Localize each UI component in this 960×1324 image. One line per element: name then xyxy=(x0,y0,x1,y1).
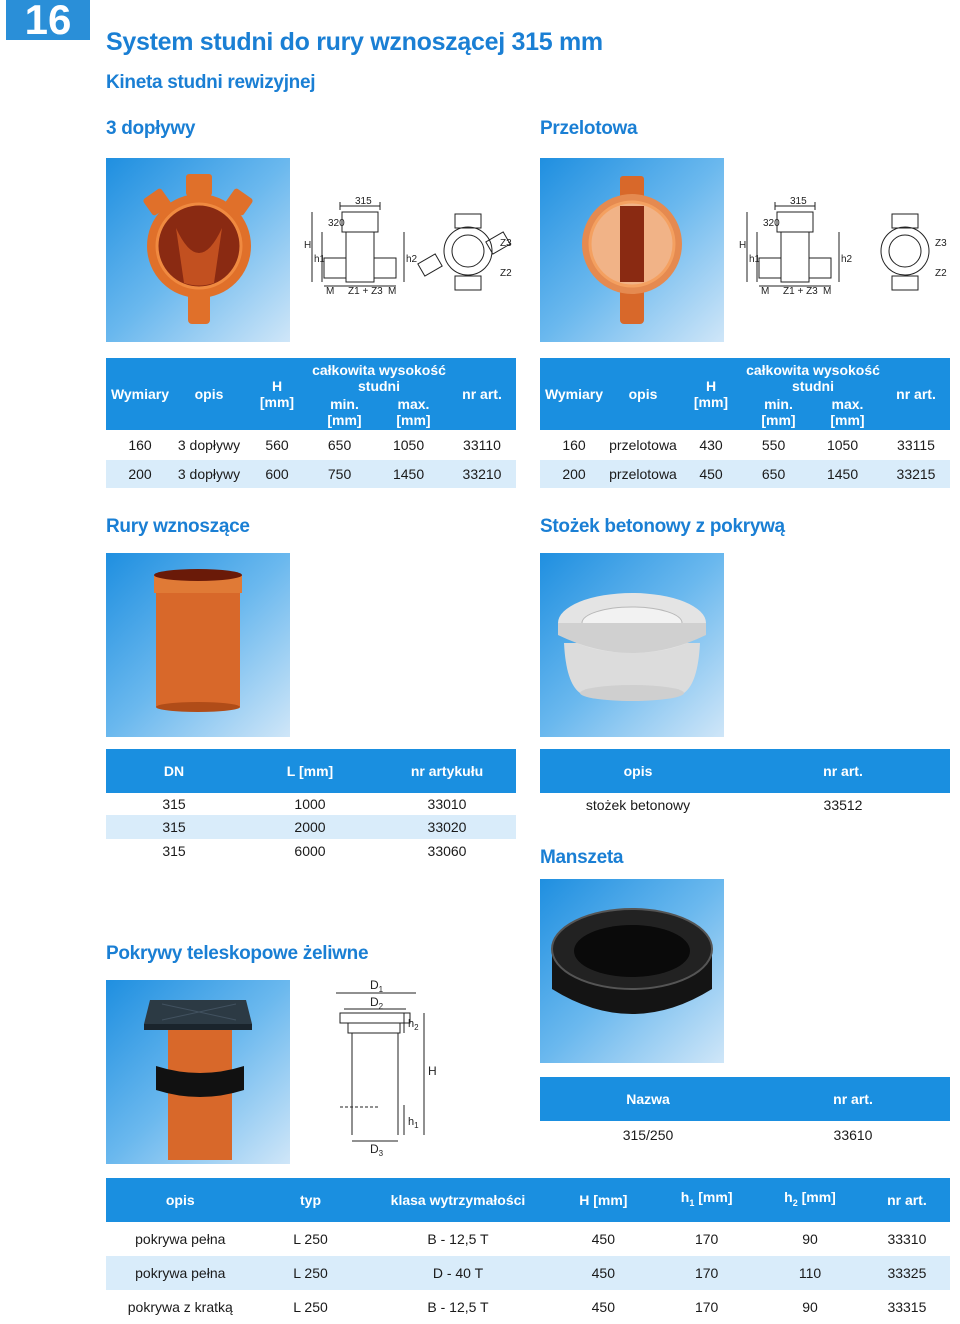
dim-h2: h2 xyxy=(406,254,418,265)
cell: L 250 xyxy=(255,1256,367,1290)
th-h: H [mm] xyxy=(678,358,744,430)
cell: 33215 xyxy=(882,460,950,488)
cell: 160 xyxy=(562,437,586,453)
cell: 1050 xyxy=(392,437,425,453)
cell: 315/250 xyxy=(622,1127,674,1143)
table-covers xyxy=(106,1178,950,1324)
heading-cone: Stożek betonowy z pokrywą xyxy=(540,516,785,537)
cell: 450 xyxy=(678,460,744,488)
cell: 1000 xyxy=(294,796,326,812)
th-dn: DN xyxy=(106,749,242,793)
page-subtitle: Kineta studni rewizyjnej xyxy=(106,72,316,93)
cell: 33060 xyxy=(427,843,467,859)
table-row xyxy=(106,839,516,863)
drawing-through-chamber xyxy=(735,196,950,296)
drawing-inlet-chamber xyxy=(300,196,515,296)
th-total-label: całkowita wysokość studni xyxy=(312,362,446,394)
cell: 315 xyxy=(106,815,242,839)
th-min: min. [mm] xyxy=(761,396,796,428)
dim-320: 320 xyxy=(763,218,780,229)
th-total xyxy=(744,358,882,430)
page-number: 16 xyxy=(6,0,90,40)
th-opis: opis xyxy=(540,749,736,793)
th-nr: nr art. xyxy=(864,1178,950,1222)
th-typ: typ xyxy=(255,1178,367,1222)
cell: 33315 xyxy=(887,1299,927,1315)
photo-inlet-chamber xyxy=(106,158,290,342)
th-h2: $h_2$ [mm] xyxy=(756,1178,864,1222)
cell: 450 xyxy=(591,1299,615,1315)
cell: 1450 xyxy=(803,460,882,488)
cell: 650 xyxy=(744,460,803,488)
table-collar xyxy=(540,1077,950,1149)
th-nr: nr art. xyxy=(882,358,950,430)
cell: pokrywa z kratką xyxy=(127,1299,233,1315)
cell: 550 xyxy=(761,437,786,453)
dim-315: 315 xyxy=(790,196,807,207)
page-title: System studni do rury wznoszącej 315 mm xyxy=(106,28,603,56)
cell: 430 xyxy=(699,437,723,453)
table-cone xyxy=(540,749,950,817)
table-row xyxy=(106,460,516,488)
dim-M-right: M xyxy=(388,286,397,296)
table-row xyxy=(106,1222,950,1256)
th-nazwa: Nazwa xyxy=(540,1077,756,1121)
photo-through-chamber xyxy=(540,158,724,342)
cell: 6000 xyxy=(294,843,326,859)
dim-M-left: M xyxy=(326,286,335,296)
dim-M-right: M xyxy=(823,286,832,296)
heading-collar: Manszeta xyxy=(540,847,624,868)
cell: 600 xyxy=(244,460,310,488)
heading-covers: Pokrywy teleskopowe żeliwne xyxy=(106,943,369,964)
table-row xyxy=(106,1290,950,1324)
th-article: nr artykułu xyxy=(378,749,516,793)
label-H: H xyxy=(428,1064,437,1078)
cell: 33020 xyxy=(378,815,516,839)
table-pipes xyxy=(106,749,516,863)
cell: L 250 xyxy=(293,1231,328,1247)
cell: 200 xyxy=(540,460,608,488)
dim-z2: Z2 xyxy=(500,268,512,279)
th-nr: nr art. xyxy=(448,358,516,430)
dim-H: H xyxy=(304,240,312,251)
cell: 560 xyxy=(265,437,289,453)
dim-z3: Z3 xyxy=(935,238,947,249)
cell: 170 xyxy=(694,1299,719,1315)
cell: 200 xyxy=(106,460,174,488)
label-D2: $D_2$ xyxy=(370,995,384,1011)
cell: 33325 xyxy=(864,1256,950,1290)
cell: 315 xyxy=(162,843,186,859)
cell: L 250 xyxy=(293,1299,328,1315)
drawing-telescopic-cover xyxy=(300,975,440,1165)
cell: 450 xyxy=(591,1231,615,1247)
cell: 33310 xyxy=(887,1231,927,1247)
cell: 90 xyxy=(802,1299,818,1315)
photo-pipe xyxy=(106,553,290,737)
table-inlets xyxy=(106,358,516,488)
th-wymiary: Wymiary xyxy=(540,358,608,430)
label-h2: $h_2$ xyxy=(408,1018,419,1032)
dim-315: 315 xyxy=(355,196,372,207)
cell: 33610 xyxy=(833,1127,873,1143)
dim-h1: h1 xyxy=(314,254,326,265)
th-total-label: całkowita wysokość studni xyxy=(746,362,880,394)
cell: 90 xyxy=(802,1231,818,1247)
cell: pokrywa pełna xyxy=(106,1256,255,1290)
cell: 650 xyxy=(327,437,352,453)
cell: stożek betonowy xyxy=(585,797,691,813)
dim-H: H xyxy=(739,240,747,251)
th-length: L [mm] xyxy=(242,749,378,793)
cell: 170 xyxy=(694,1231,719,1247)
th-opis: opis xyxy=(608,358,678,430)
th-max: max. [mm] xyxy=(830,396,865,428)
dim-z2: Z2 xyxy=(935,268,947,279)
cell: 110 xyxy=(756,1256,864,1290)
photo-collar xyxy=(540,879,724,1063)
photo-concrete-cone xyxy=(540,553,724,737)
cell: 315 xyxy=(162,796,186,812)
th-h1: $h_1$ [mm] xyxy=(657,1178,756,1222)
cell: przelotowa xyxy=(609,437,677,453)
cell: 1450 xyxy=(369,460,448,488)
dim-M-left: M xyxy=(761,286,770,296)
dim-h1: h1 xyxy=(749,254,761,265)
label-h1: $h_1$ xyxy=(408,1116,419,1130)
th-klasa: klasa wytrzymałości xyxy=(367,1178,550,1222)
cell: 33115 xyxy=(897,437,935,453)
th-opis: opis xyxy=(174,358,244,430)
cell: B - 12,5 T xyxy=(427,1231,489,1247)
table-row xyxy=(106,1256,950,1290)
cell: 33210 xyxy=(448,460,516,488)
th-wymiary: Wymiary xyxy=(106,358,174,430)
dim-320: 320 xyxy=(328,218,345,229)
heading-inlets: 3 dopływy xyxy=(106,118,196,139)
cell: 33010 xyxy=(427,796,467,812)
table-through xyxy=(540,358,950,488)
th-nr: nr art. xyxy=(736,749,950,793)
cell: 450 xyxy=(550,1256,658,1290)
dim-h2: h2 xyxy=(841,254,853,265)
table-row xyxy=(540,460,950,488)
cell: 33110 xyxy=(463,437,501,453)
table-row xyxy=(106,815,516,839)
table-row xyxy=(540,1121,950,1149)
table-row xyxy=(106,793,516,815)
table-row xyxy=(540,430,950,460)
cell: 33512 xyxy=(823,797,863,813)
th-total xyxy=(310,358,448,430)
th-nr: nr art. xyxy=(756,1077,950,1121)
table-row xyxy=(540,793,950,817)
dim-z3: Z3 xyxy=(500,238,512,249)
cell: 1050 xyxy=(826,437,859,453)
heading-through: Przelotowa xyxy=(540,118,638,139)
heading-pipes: Rury wznoszące xyxy=(106,516,250,537)
dim-z1z3: Z1 + Z3 xyxy=(783,286,818,296)
cell: 160 xyxy=(128,437,152,453)
label-D1: $D_1$ xyxy=(370,978,384,994)
cell: 2000 xyxy=(242,815,378,839)
th-h: H [mm] xyxy=(244,358,310,430)
th-min: min. [mm] xyxy=(327,396,362,428)
cell: 170 xyxy=(657,1256,756,1290)
table-row xyxy=(106,430,516,460)
cell: 3 dopływy xyxy=(177,437,241,453)
cell: B - 12,5 T xyxy=(427,1299,489,1315)
cell: D - 40 T xyxy=(367,1256,550,1290)
photo-telescopic-cover xyxy=(106,980,290,1164)
cell: 750 xyxy=(310,460,369,488)
cell: przelotowa xyxy=(608,460,678,488)
label-D3: $D_3$ xyxy=(370,1142,384,1158)
cell: 3 dopływy xyxy=(174,460,244,488)
th-opis: opis xyxy=(106,1178,255,1222)
th-h: H [mm] xyxy=(550,1178,658,1222)
th-max: max. [mm] xyxy=(396,396,431,428)
dim-z1z3: Z1 + Z3 xyxy=(348,286,383,296)
cell: pokrywa pełna xyxy=(135,1231,226,1247)
